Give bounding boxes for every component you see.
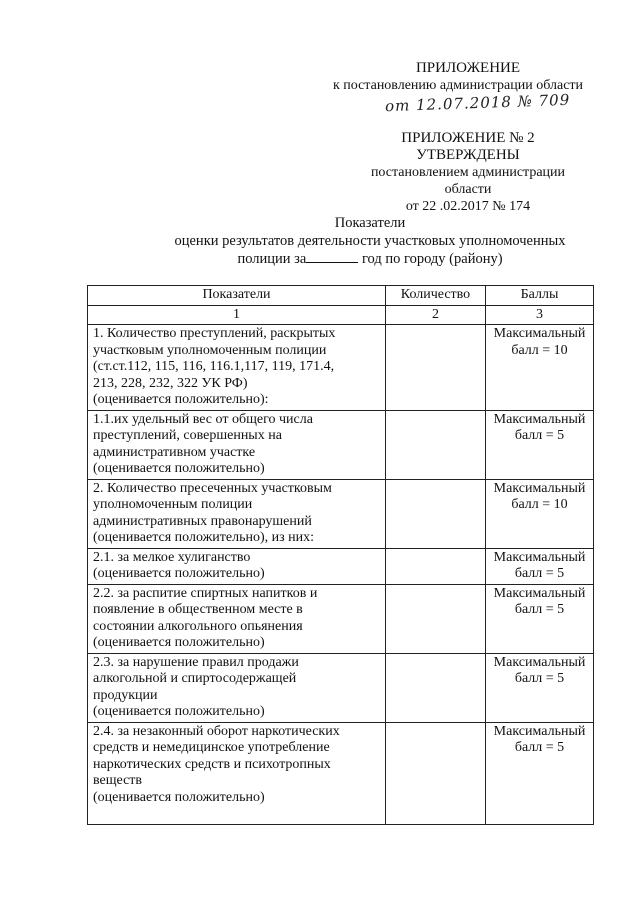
title-line-2: оценки результатов деятельности участковых уполномоченных <box>174 233 566 249</box>
table-header-row <box>88 286 594 306</box>
column-number-1: 1 <box>88 305 386 325</box>
points-cell <box>486 325 594 411</box>
column-number-3: 3 <box>486 305 594 325</box>
indicator-line: 213, 228, 232, 322 УК РФ) <box>93 375 248 391</box>
points-line: Максимальный <box>493 549 586 565</box>
indicator-cell <box>88 548 386 584</box>
indicator-line: преступлений, совершенных на <box>93 428 282 443</box>
appendix-number: ПРИЛОЖЕНИЕ № 2 <box>401 130 535 146</box>
indicator-line: состоянии алкогольного опьянения <box>93 618 303 634</box>
quantity-cell <box>386 548 486 584</box>
table-number-row <box>88 305 594 325</box>
indicator-line: продукции <box>93 687 158 703</box>
quantity-cell <box>386 584 486 653</box>
points-cell <box>486 548 594 584</box>
indicator-line: (оценивается положительно) <box>93 566 265 581</box>
handwritten-date: от 12.07.2018 № 709 <box>384 90 571 116</box>
quantity-cell <box>386 653 486 722</box>
indicator-line: 1.1.их удельный вес от общего числа <box>93 411 313 427</box>
header-points: Баллы <box>486 286 594 306</box>
appendix-header <box>328 60 588 94</box>
indicator-line: 2.4. за незаконный оборот наркотических <box>93 723 340 739</box>
points-line: Максимальный <box>493 326 586 341</box>
indicator-line: административных правонарушений <box>93 513 312 529</box>
points-line: Максимальный <box>493 411 586 427</box>
year-blank <box>306 250 358 263</box>
table-row <box>88 548 594 584</box>
points-cell <box>486 410 594 479</box>
indicator-line: (оценивается положительно), из них: <box>93 530 315 545</box>
header-quantity: Количество <box>386 286 486 306</box>
title-line-1: Показатели <box>334 215 406 231</box>
points-line: балл = 5 <box>514 740 565 755</box>
indicator-line: (оценивается положительно) <box>93 635 265 650</box>
indicator-line: 2.2. за распитие спиртных напитков и <box>93 585 318 601</box>
indicators-table <box>87 285 594 825</box>
points-line: балл = 10 <box>511 342 568 358</box>
indicator-line <box>93 806 380 823</box>
table-row <box>88 410 594 479</box>
approval-date: от 22 .02.2017 № 174 <box>405 199 531 214</box>
indicator-line: (оценивается положительно) <box>93 704 265 719</box>
quantity-cell <box>386 325 486 411</box>
indicator-line: (оценивается положительно): <box>93 392 269 407</box>
quantity-cell <box>386 722 486 824</box>
approval-block <box>348 130 588 215</box>
indicator-line: 2.1. за мелкое хулиганство <box>93 549 251 565</box>
points-line: балл = 10 <box>511 497 568 512</box>
points-line: Максимальный <box>493 654 586 670</box>
points-line: Максимальный <box>493 480 586 496</box>
table-row <box>88 325 594 411</box>
points-cell <box>486 722 594 824</box>
points-line: балл = 5 <box>514 428 565 443</box>
indicator-line: (оценивается положительно) <box>93 789 265 805</box>
points-cell <box>486 584 594 653</box>
appendix-label: ПРИЛОЖЕНИЕ <box>415 60 521 76</box>
indicator-line: веществ <box>93 773 143 788</box>
indicator-cell <box>88 410 386 479</box>
indicator-line: уполномоченным полиции <box>93 497 253 512</box>
points-cell <box>486 479 594 548</box>
indicator-cell <box>88 722 386 824</box>
points-line: балл = 5 <box>514 671 565 686</box>
table-row <box>88 653 594 722</box>
indicator-line: участковым уполномоченным полиции <box>93 342 327 358</box>
table-row <box>88 584 594 653</box>
points-line: балл = 5 <box>514 566 565 581</box>
resolution-reference: к постановлению администрации области <box>332 78 584 93</box>
indicator-line: (оценивается положительно) <box>93 461 265 476</box>
indicator-line: алкогольной и спиртосодержащей <box>93 671 297 686</box>
indicator-line: 1. Количество преступлений, раскрытых <box>93 326 336 341</box>
approved-by: постановлением администрации области <box>370 165 566 197</box>
indicator-line: 2.3. за нарушение правил продажи <box>93 654 299 670</box>
points-line: Максимальный <box>493 723 586 739</box>
indicator-line: 2. Количество пресеченных участковым <box>93 480 332 496</box>
column-number-2: 2 <box>386 305 486 325</box>
approved-label: УТВЕРЖДЕНЫ <box>416 147 520 163</box>
indicator-line: появление в общественном месте в <box>93 602 303 617</box>
title-line-3-start: полиции за <box>237 251 307 267</box>
indicator-cell <box>88 653 386 722</box>
indicator-cell <box>88 479 386 548</box>
quantity-cell <box>386 479 486 548</box>
points-line: Максимальный <box>493 585 586 601</box>
title-line-3 <box>90 250 640 268</box>
indicator-cell <box>88 584 386 653</box>
points-cell <box>486 653 594 722</box>
title-line-3-end: год по городу (району) <box>361 251 503 267</box>
header-indicators: Показатели <box>88 286 386 306</box>
document-title <box>90 214 640 268</box>
indicator-line: средств и немедицинское употребление <box>93 740 330 755</box>
table-row <box>88 722 594 824</box>
quantity-cell <box>386 410 486 479</box>
indicator-line: наркотических средств и психотропных <box>93 756 331 772</box>
indicator-line: административном участке <box>93 444 256 460</box>
points-line: балл = 5 <box>514 602 565 617</box>
table-row <box>88 479 594 548</box>
indicator-cell <box>88 325 386 411</box>
indicator-line: (ст.ст.112, 115, 116, 116.1,117, 119, 171.4, <box>93 359 335 374</box>
